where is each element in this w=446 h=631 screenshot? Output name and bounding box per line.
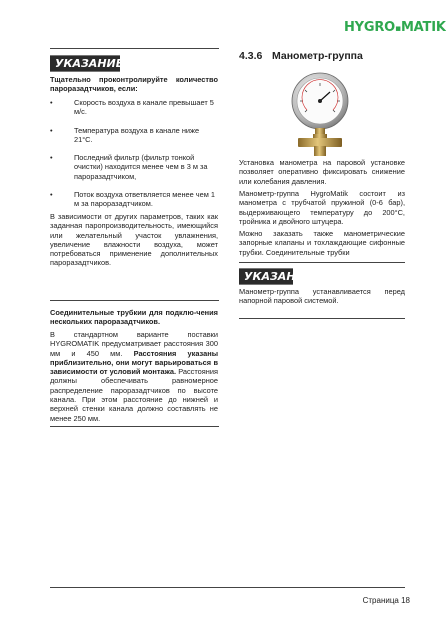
right-note-top-rule — [239, 262, 405, 263]
list-item: • Температура воздуха в канале ниже 21°С. — [50, 126, 218, 145]
note-badge-left: УКАЗАНИЕ — [50, 55, 120, 72]
logo-text-matik: MATIK — [400, 20, 446, 35]
list-item: • Скорость воздуха в канале превышает 5 м/с. — [50, 98, 218, 117]
section-title-text: Манометр-группа — [272, 50, 363, 62]
para2-text-b: Расстояния должны обеспечивать равномерное распределение пароразадтчиков по высоте канала. При этом расстояние до нижней и верхней стенки канала должно составлять не менее 250 мм. — [50, 367, 218, 423]
para2-bold-text: Расстояния указаны приблизительно, они могут варьироваться в зависимости от условий монтажа. — [50, 348, 219, 377]
left-mid-rule — [50, 300, 219, 301]
right-paragraph-2: Манометр-группа HygroMatik состоит из манометра с трубчатой пружиной (0-6 бар), выдерживающего температуру до 200°С, тройника и двойного штуцера. — [239, 189, 405, 226]
note-badge-right: УКАЗАНИЕ — [239, 268, 293, 285]
section-number: 4.3.6 — [239, 50, 263, 62]
left-paragraph-2 — [50, 330, 218, 423]
manometer-illustration — [285, 72, 355, 158]
page-number: Страница 18 — [362, 596, 410, 605]
right-paragraph-1: Установка манометра на паровой установке позволяет оперативно фиксировать снижение или колебания давления. — [239, 158, 405, 186]
left-paragraph-1: В зависимости от других параметров, таких как заданная паропроизводительность, имеющийся или желательный участок увлажнения, увеличение влажности воздуха, может потребоваться применение дополнительных пароразадтчиков. — [50, 212, 218, 268]
right-note-bottom-rule — [239, 318, 405, 319]
right-paragraph-3: Можно заказать также манометрические запорные клапаны и тохлаждающие сифонные трубки. Соединительные трубки — [239, 229, 405, 257]
right-note-text: Манометр-группа устанавливается перед напорной паровой системой. — [239, 287, 405, 306]
left-bottom-rule — [50, 426, 219, 427]
section-title — [239, 50, 363, 62]
logo-separator: ▪ — [395, 24, 401, 34]
list-item: • Поток воздуха ответвляется менее чем 1 м за пароразадтчиком. — [50, 190, 218, 209]
footer-rule — [50, 587, 405, 588]
logo-text-hygro: HYGRO — [344, 20, 396, 35]
section-heading-connectors: Соединительные трубкии для подклю-чения нескольких пароразадтчиков. — [50, 308, 218, 327]
note-heading: Тщательно проконтролируйте количество пароразадтчиков, если: — [50, 75, 218, 94]
list-item: • Последний фильтр (фильтр тонкой очистки) находится менее чем в 3 м за пароразадтчиком, — [50, 153, 218, 181]
conditions-list — [50, 98, 218, 218]
left-top-rule — [50, 48, 219, 49]
hygromatik-logo — [344, 20, 446, 35]
para2-text-a: В стандартном варианте поставки HYGROMATIK предусматривает расстояния 300 мм и 450 мм. — [50, 330, 218, 358]
